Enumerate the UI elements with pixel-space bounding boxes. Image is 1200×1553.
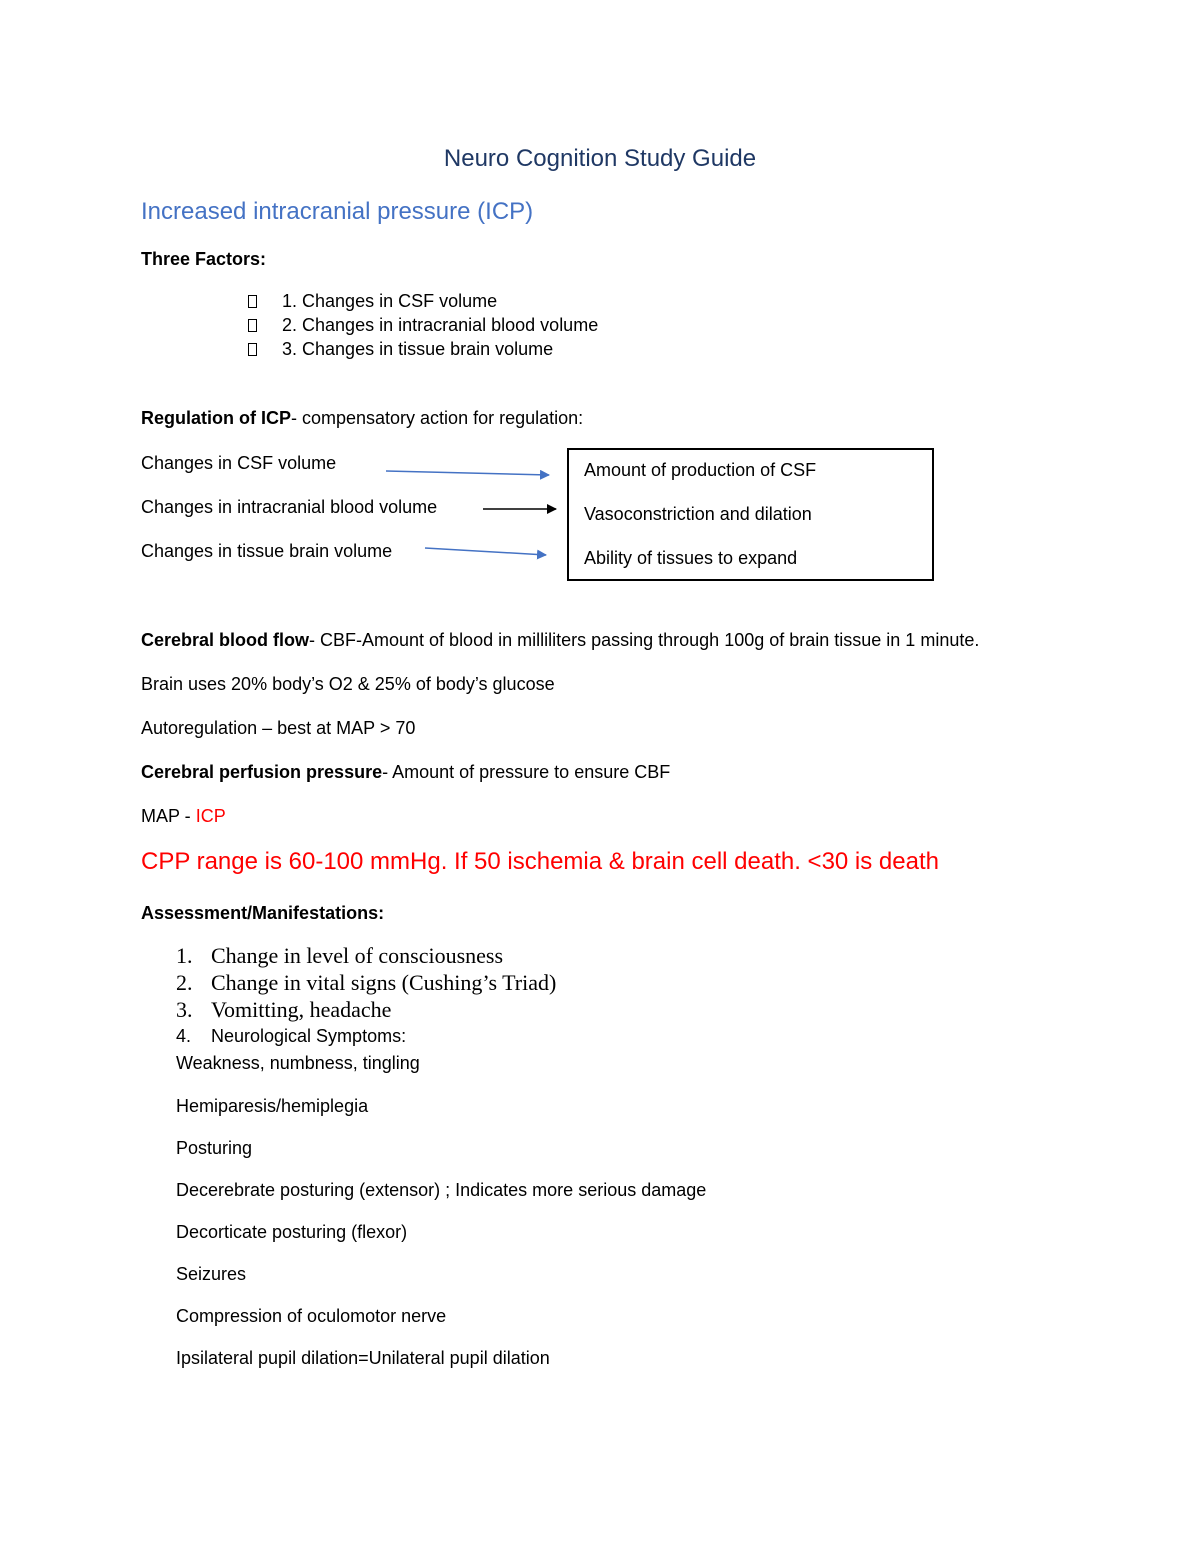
list-text: Neurological Symptoms: (211, 1026, 407, 1046)
map-prefix: MAP - (141, 806, 196, 826)
factor-text: 1. Changes in CSF volume (282, 291, 498, 311)
symptom-line: Posturing (176, 1138, 253, 1158)
cpp-term: Cerebral perfusion pressure (141, 762, 383, 782)
arrow-csf (386, 471, 549, 475)
symptom-line: Weakness, numbness, tingling (176, 1053, 420, 1073)
page-title: Neuro Cognition Study Guide (443, 145, 757, 172)
symptom-line: Hemiparesis/hemiplegia (176, 1096, 369, 1116)
assessment-item (176, 970, 556, 996)
cbf-definition (141, 630, 979, 651)
cpp-text: - Amount of pressure to ensure CBF (382, 762, 671, 782)
symptom-line: Decerebrate posturing (extensor) ; Indicates more serious damage (176, 1180, 707, 1200)
three-factors-label: Three Factors: (141, 249, 267, 269)
cbf-text: - CBF-Amount of blood in milliliters passing through 100g of brain tissue in 1 minute. (309, 630, 980, 650)
cbf-term: Cerebral blood flow (141, 630, 310, 650)
list-text: Change in vital signs (Cushing’s Triad) (211, 970, 557, 995)
assessment-item (176, 997, 391, 1023)
factor-text: 3. Changes in tissue brain volume (282, 339, 554, 359)
list-number: 4. (176, 1026, 192, 1046)
brain-uses-text: Brain uses 20% body’s O2 & 25% of body’s glucose (141, 674, 555, 694)
map-formula (141, 806, 226, 827)
cpp-definition (141, 762, 670, 783)
regulation-cause: Changes in intracranial blood volume (141, 497, 438, 517)
symptom-line: Compression of oculomotor nerve (176, 1306, 447, 1326)
compensation-effect: Vasoconstriction and dilation (584, 504, 812, 524)
factor-text: 2. Changes in intracranial blood volume (282, 315, 599, 335)
compensation-effect: Amount of production of CSF (584, 460, 817, 480)
autoregulation-text: Autoregulation – best at MAP > 70 (141, 718, 416, 738)
assessment-item (176, 943, 503, 969)
symptom-line: Ipsilateral pupil dilation=Unilateral pupil dilation (176, 1348, 550, 1368)
list-text: Change in level of consciousness (211, 943, 504, 968)
compensation-effect: Ability of tissues to expand (584, 548, 798, 568)
symptom-line: Seizures (176, 1264, 247, 1284)
regulation-label-bold: Regulation of ICP (141, 408, 291, 428)
regulation-cause: Changes in CSF volume (141, 453, 337, 473)
assessment-label: Assessment/Manifestations: (141, 903, 385, 923)
regulation-cause: Changes in tissue brain volume (141, 541, 393, 561)
list-text: Vomitting, headache (211, 997, 392, 1022)
list-number: 1. (176, 943, 193, 968)
assessment-item (176, 1026, 406, 1047)
symptom-line: Decorticate posturing (flexor) (176, 1222, 408, 1242)
list-number: 3. (176, 997, 193, 1022)
map-icp: ICP (195, 806, 226, 826)
cpp-range-alert: CPP range is 60-100 mmHg. If 50 ischemia & brain cell death. <30 is death (141, 848, 939, 875)
section-heading-icp: Increased intracranial pressure (ICP) (141, 198, 534, 225)
regulation-label-rest: - compensatory action for regulation: (291, 408, 584, 428)
arrow-tissue (425, 548, 546, 555)
list-number: 2. (176, 970, 193, 995)
